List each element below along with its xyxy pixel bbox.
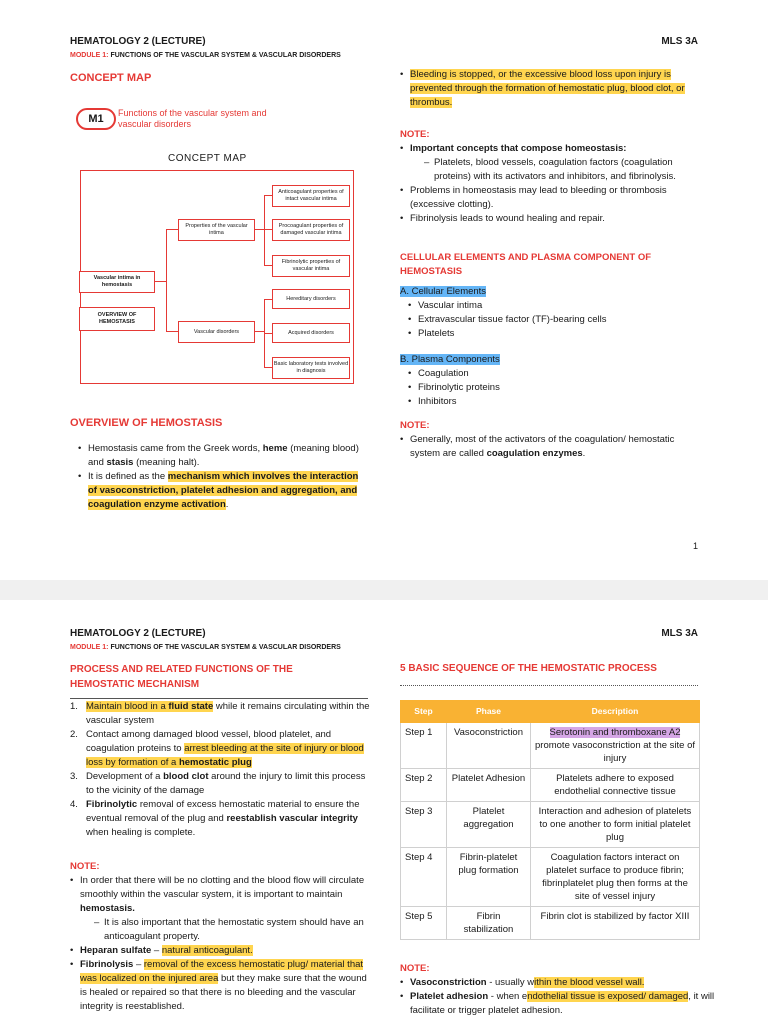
list-item: • Bleeding is stopped, or the excessive blood loss upon injury is prevented through the formation of hemostatic plug, blood clot, or thrombus. bbox=[400, 68, 700, 110]
concept-map-heading: CONCEPT MAP bbox=[70, 72, 152, 84]
table-row bbox=[401, 907, 700, 940]
overview-heading: OVERVIEW OF HEMOSTASIS bbox=[70, 417, 223, 429]
module-text: FUNCTIONS OF THE VASCULAR SYSTEM & VASCULAR DISORDERS bbox=[110, 52, 341, 59]
page-number: 1 bbox=[692, 541, 698, 551]
table-row bbox=[401, 769, 700, 802]
phase-cell: Platelet Adhesion bbox=[447, 769, 531, 802]
list-item: • Platelet adhesion - when endothelial tissue is exposed/ damaged, it will facilitate or trigger platelet adhesion. bbox=[400, 990, 720, 1018]
cellular-list bbox=[408, 299, 700, 341]
overview-list bbox=[78, 442, 368, 512]
step-cell: Step 1 bbox=[401, 723, 447, 769]
step-cell: Step 2 bbox=[401, 769, 447, 802]
cm-anticoag: Anticoagulant properties of intact vascular intima bbox=[272, 185, 350, 207]
header-module bbox=[70, 52, 341, 59]
step-cell: Step 3 bbox=[401, 802, 447, 848]
note-label-2: NOTE: bbox=[400, 963, 430, 974]
list-item: • Platelets bbox=[408, 327, 700, 341]
phase-cell: Platelet aggregation bbox=[447, 802, 531, 848]
list-item: • Generally, most of the activators of the coagulation/ hemostatic system are called coagulation enzymes. bbox=[400, 433, 700, 461]
phase-cell: Fibrin-platelet plug formation bbox=[447, 848, 531, 907]
concept-map-diagram bbox=[80, 170, 354, 384]
cm-hereditary: Hereditary disorders bbox=[272, 289, 350, 309]
description-cell: Serotonin and thromboxane A2 promote vasoconstriction at the site of injury bbox=[531, 723, 700, 769]
cm-basic-lab: Basic laboratory tests involved in diagnosis bbox=[272, 357, 350, 379]
header-class: MLS 3A bbox=[661, 36, 698, 47]
cm-overview: OVERVIEW OF HEMOSTASIS bbox=[79, 307, 155, 331]
cm-disorders: Vascular disorders bbox=[178, 321, 255, 343]
header-title: HEMATOLOGY 2 (LECTURE) bbox=[70, 628, 206, 639]
header-title: HEMATOLOGY 2 (LECTURE) bbox=[70, 36, 206, 47]
cellular-elements-label: A. Cellular Elements bbox=[400, 286, 487, 297]
list-item: • Vasoconstriction - usually within the blood vessel wall. bbox=[400, 976, 720, 990]
divider bbox=[70, 698, 368, 699]
description-cell: Interaction and adhesion of platelets to one another to form initial platelet plug bbox=[531, 802, 700, 848]
step-cell: Step 4 bbox=[401, 848, 447, 907]
cm-properties: Properties of the vascular intima bbox=[178, 219, 255, 241]
m1-text: Functions of the vascular system and vascular disorders bbox=[118, 108, 267, 129]
note-label-2: NOTE: bbox=[400, 420, 430, 431]
header-class: MLS 3A bbox=[661, 628, 698, 639]
list-item: • Vascular intima bbox=[408, 299, 700, 313]
description-cell: Fibrin clot is stabilized by factor XIII bbox=[531, 907, 700, 940]
note-vascular bbox=[400, 962, 720, 1018]
phase-cell: Vasoconstriction bbox=[447, 723, 531, 769]
list-item: 4. Fibrinolytic removal of excess hemostatic material to ensure the eventual removal of the plug and reestablish vascular integrity when healing is complete. bbox=[70, 799, 360, 838]
list-item: • Hemostasis came from the Greek words, heme (meaning blood) and stasis (meaning halt). bbox=[78, 442, 368, 470]
list-item: • Extravascular tissue factor (TF)-bearing cells bbox=[408, 313, 700, 327]
module-prefix: MODULE 1: bbox=[70, 52, 109, 59]
list-item: 2. Contact among damaged blood vessel, blood platelet, and coagulation proteins to arrest bleeding at the site of injury or blood loss by formation of a hemostatic plug bbox=[70, 729, 364, 768]
cm-acquired: Acquired disorders bbox=[272, 323, 350, 343]
list-item: • Coagulation bbox=[408, 367, 700, 381]
cm-procoag: Procoagulant properties of damaged vascular intima bbox=[272, 219, 350, 241]
col-phase: Phase bbox=[447, 701, 531, 723]
list-item: 3. Development of a blood clot around the injury to limit this process to the vicinity of the damage bbox=[70, 771, 366, 796]
list-item: • Heparan sulfate – natural anticoagulant. bbox=[70, 944, 370, 958]
cm-fibrinolytic: Fibrinolytic properties of vascular intima bbox=[272, 255, 350, 277]
table-row bbox=[401, 723, 700, 769]
description-cell: Platelets adhere to exposed endothelial connective tissue bbox=[531, 769, 700, 802]
note-label: NOTE: bbox=[400, 129, 430, 140]
list-item: • It is defined as the mechanism which involves the interaction of vasoconstriction, platelet adhesion and aggregation, and coagulation enzyme activation. bbox=[78, 470, 368, 512]
step-cell: Step 5 bbox=[401, 907, 447, 940]
description-cell: Coagulation factors interact on platelet surface to produce fibrin; fibrinplatelet plug then forms at the site of vessel injury bbox=[531, 848, 700, 907]
hemostatic-sequence-table bbox=[400, 700, 700, 940]
note-label: NOTE: bbox=[70, 861, 100, 872]
m1-badge: M1 bbox=[76, 108, 116, 130]
header-module: MODULE 1: FUNCTIONS OF THE VASCULAR SYSTEM & VASCULAR DISORDERS bbox=[70, 644, 341, 651]
table-row bbox=[401, 848, 700, 907]
list-item: • Fibrinolysis – removal of the excess hemostatic plug/ material that was localized on the injured area but they make sure that the wound is healed or repaired so that there is no bleeding and the vascular integrity is reestablished. bbox=[70, 958, 370, 1014]
cellular-heading: CELLULAR ELEMENTS AND PLASMA COMPONENT OF HEMOSTASIS bbox=[400, 252, 652, 277]
list-item: • Fibrinolysis leads to wound healing and repair. bbox=[400, 212, 700, 226]
sub-item: – Platelets, blood vessels, coagulation factors (coagulation proteins) with its activators and inhibitors, and fibrinolysis. bbox=[424, 156, 700, 184]
divider bbox=[400, 685, 698, 686]
concept-map-title: CONCEPT MAP bbox=[168, 153, 247, 164]
page-gap bbox=[0, 580, 768, 600]
plasma-list bbox=[408, 367, 700, 409]
list-item: • Problems in homeostasis may lead to bleeding or thrombosis (excessive clotting). bbox=[400, 184, 700, 212]
cm-vascular-intima: Vascular intima in hemostasis bbox=[79, 271, 155, 293]
list-item: • Inhibitors bbox=[408, 395, 700, 409]
list-item: • Important concepts that compose homeostasis: – Platelets, blood vessels, coagulation factors (coagulation proteins) with its activators and inhibitors, and fibrinolysis. bbox=[400, 142, 700, 184]
list-item: 1. Maintain blood in a fluid state while it remains circulating within the vascular system bbox=[70, 701, 370, 726]
table-header-row bbox=[401, 701, 700, 723]
table-row bbox=[401, 802, 700, 848]
list-item: • In order that there will be no clotting and the blood flow will circulate smoothly within the vascular system, it is important to maintain hemostasis. – It is also important that the hemostatic system should have an anticoagulant property. bbox=[70, 874, 370, 944]
process-heading: PROCESS AND RELATED FUNCTIONS OF THE HEMOSTATIC MECHANISM bbox=[70, 664, 293, 690]
col-description: Description bbox=[531, 701, 700, 723]
sub-item: – It is also important that the hemostatic system should have an anticoagulant property. bbox=[94, 916, 370, 944]
phase-cell: Fibrin stabilization bbox=[447, 907, 531, 940]
plasma-components-label: B. Plasma Components bbox=[400, 354, 500, 365]
col-step: Step bbox=[401, 701, 447, 723]
sequence-heading: 5 BASIC SEQUENCE OF THE HEMOSTATIC PROCESS bbox=[400, 663, 657, 674]
right-column-1 bbox=[400, 68, 700, 461]
process-list bbox=[70, 700, 370, 1014]
list-item: • Fibrinolytic proteins bbox=[408, 381, 700, 395]
